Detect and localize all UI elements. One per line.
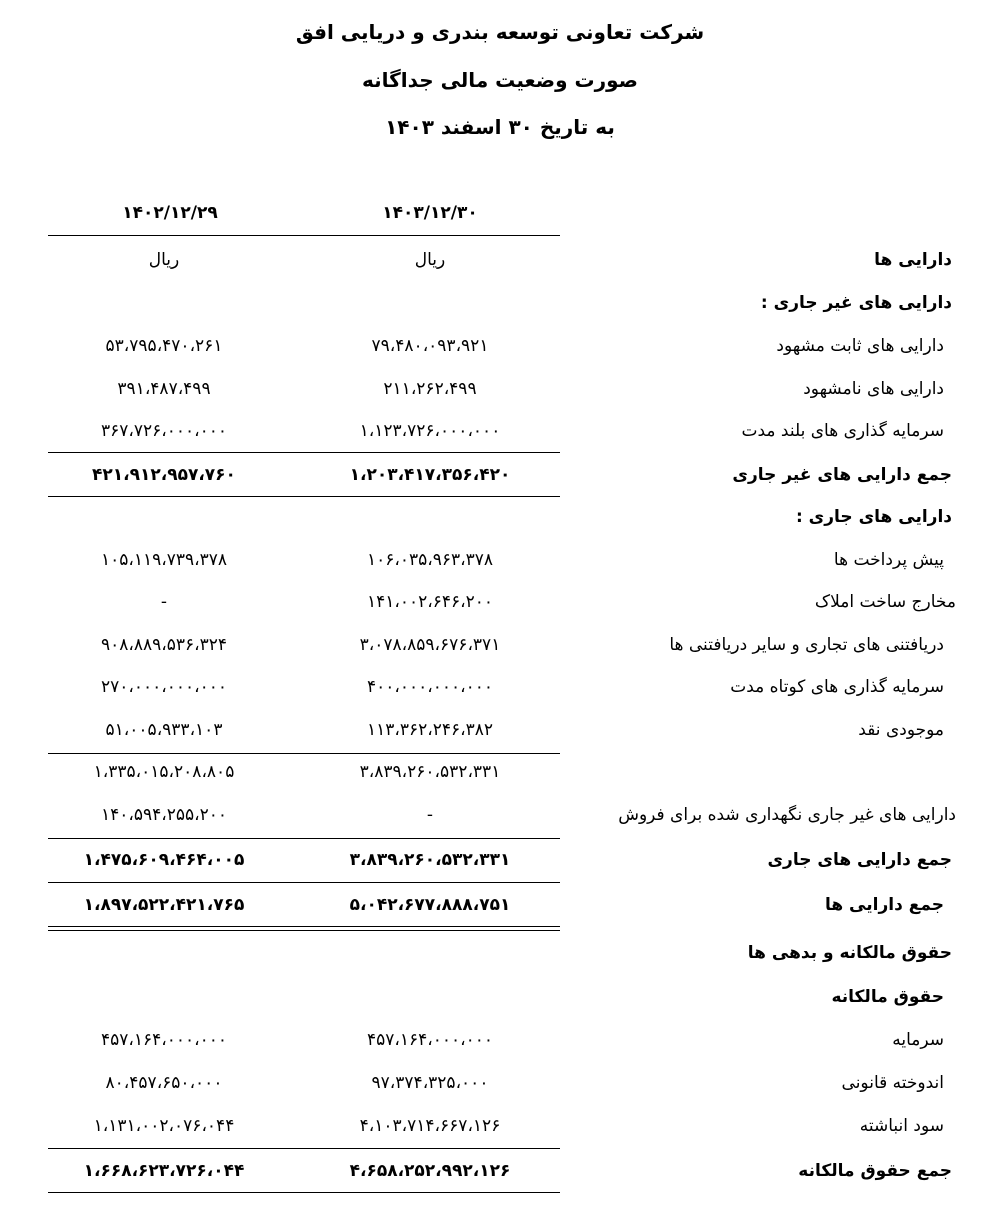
row-value-current: ۱۱۳،۳۶۲،۲۴۶،۳۸۲ <box>366 720 494 740</box>
row-value-prior <box>44 933 284 973</box>
row-value-prior: ۱،۶۶۸،۶۲۳،۷۲۶،۰۴۴ <box>83 1161 245 1181</box>
table-row <box>0 411 1000 451</box>
statement-date: به تاریخ ۳۰ اسفند ۱۴۰۳ <box>385 115 615 139</box>
table-row <box>0 752 1000 792</box>
row-label: دارایی های غیر جاری : <box>760 293 952 313</box>
table-row <box>0 795 1000 835</box>
table-row <box>0 667 1000 707</box>
row-value-prior: ۵۱،۰۰۵،۹۳۳،۱۰۳ <box>105 720 223 740</box>
table-row <box>0 1063 1000 1103</box>
table-row <box>0 1151 1000 1191</box>
row-value-current <box>310 497 550 537</box>
row-value-prior: ۱،۸۹۷،۵۲۲،۴۲۱،۷۶۵ <box>83 895 245 915</box>
row-label: حقوق مالکانه و بدهی ها <box>747 943 952 963</box>
rule-total-assets-double <box>48 926 560 931</box>
row-label: حقوق مالکانه <box>831 987 944 1007</box>
row-value-prior: - <box>160 592 168 612</box>
row-label: سود انباشته <box>859 1116 944 1136</box>
row-value-prior: ۱،۱۳۱،۰۰۲،۰۷۶،۰۴۴ <box>93 1116 235 1136</box>
table-row <box>0 977 1000 1017</box>
statement-title: صورت وضعیت مالی جداگانه <box>362 68 638 92</box>
row-value-current: ۴،۶۵۸،۲۵۲،۹۹۲،۱۲۶ <box>349 1161 511 1181</box>
table-row <box>0 710 1000 750</box>
table-row <box>0 885 1000 925</box>
row-value-prior: ۱،۳۳۵،۰۱۵،۲۰۸،۸۰۵ <box>93 762 235 782</box>
row-label: سرمایه گذاری های کوتاه مدت <box>730 677 944 697</box>
row-value-current: ۳،۰۷۸،۸۵۹،۶۷۶،۳۷۱ <box>359 635 501 655</box>
row-value-current: ۴،۱۰۳،۷۱۴،۶۶۷،۱۲۶ <box>359 1116 501 1136</box>
row-value-prior <box>44 977 284 1017</box>
row-value-current: ۴۰۰،۰۰۰،۰۰۰،۰۰۰ <box>366 677 494 697</box>
row-label: اندوخته قانونی <box>841 1073 944 1093</box>
row-label: دارایی های جاری : <box>795 507 952 527</box>
row-value-current: ۴۵۷،۱۶۴،۰۰۰،۰۰۰ <box>366 1030 494 1050</box>
table-row <box>0 1020 1000 1060</box>
row-value-prior: ۳۶۷،۷۲۶،۰۰۰،۰۰۰ <box>100 421 228 441</box>
row-value-current <box>310 977 550 1017</box>
row-label: پیش پرداخت ها <box>833 550 944 570</box>
row-value-current: ۳،۸۳۹،۲۶۰،۵۳۲،۳۳۱ <box>349 850 511 870</box>
rule-current-total-bottom <box>48 882 560 883</box>
row-label: دارایی های نامشهود <box>803 379 944 399</box>
row-value-prior: ۲۷۰،۰۰۰،۰۰۰،۰۰۰ <box>100 677 228 697</box>
row-label: جمع دارایی های غیر جاری <box>732 465 952 485</box>
row-label: دارایی ها <box>874 250 952 270</box>
header-rule <box>48 235 560 236</box>
row-value-prior: ۴۲۱،۹۱۲،۹۵۷،۷۶۰ <box>92 465 236 485</box>
row-value-prior <box>44 283 284 323</box>
row-label: جمع دارایی های جاری <box>767 850 952 870</box>
row-value-current: ۱،۱۲۳،۷۲۶،۰۰۰،۰۰۰ <box>359 421 501 441</box>
row-label: جمع حقوق مالکانه <box>798 1161 952 1181</box>
table-row <box>0 840 1000 880</box>
row-label: جمع دارایی ها <box>824 895 944 915</box>
rule-noncurrent-total-top <box>48 452 560 453</box>
row-value-current: ۱۰۶،۰۳۵،۹۶۳،۳۷۸ <box>366 550 494 570</box>
row-value-prior: ۱،۴۷۵،۶۰۹،۴۶۴،۰۰۵ <box>83 850 245 870</box>
row-value-prior: ریال <box>148 250 180 270</box>
row-label: موجودی نقد <box>858 720 944 740</box>
row-value-current <box>310 933 550 973</box>
table-row <box>0 933 1000 973</box>
table-row <box>0 540 1000 580</box>
row-value-current: ۹۷،۳۷۴،۳۲۵،۰۰۰ <box>371 1073 489 1093</box>
company-name: شرکت تعاونی توسعه بندری و دریایی افق <box>295 20 705 44</box>
row-value-prior: ۹۰۸،۸۸۹،۵۳۶،۳۲۴ <box>100 635 228 655</box>
column-header-current: ۱۴۰۳/۱۲/۳۰ <box>382 203 478 223</box>
rule-equity-total-bottom <box>48 1192 560 1193</box>
row-value-current: ۳،۸۳۹،۲۶۰،۵۳۲،۳۳۱ <box>359 762 501 782</box>
row-value-current <box>310 283 550 323</box>
row-value-current: ۵،۰۴۲،۶۷۷،۸۸۸،۷۵۱ <box>349 895 511 915</box>
table-row <box>0 497 1000 537</box>
rule-equity-total-top <box>48 1148 560 1149</box>
row-label: مخارج ساخت املاک <box>814 592 956 612</box>
row-value-current: - <box>426 805 434 825</box>
row-value-current: ۷۹،۴۸۰،۰۹۳،۹۲۱ <box>371 336 489 356</box>
row-label: دارایی های ثابت مشهود <box>776 336 944 356</box>
row-value-prior: ۱۰۵،۱۱۹،۷۳۹،۳۷۸ <box>100 550 228 570</box>
table-row <box>0 283 1000 323</box>
row-value-prior: ۱۴۰،۵۹۴،۲۵۵،۲۰۰ <box>100 805 228 825</box>
row-label: سرمایه گذاری های بلند مدت <box>741 421 944 441</box>
row-label: سرمایه <box>892 1030 944 1050</box>
row-value-prior: ۴۵۷،۱۶۴،۰۰۰،۰۰۰ <box>100 1030 228 1050</box>
row-value-prior: ۳۹۱،۴۸۷،۴۹۹ <box>117 379 211 399</box>
table-row <box>0 240 1000 280</box>
rule-current-total-top <box>48 838 560 839</box>
table-row <box>0 369 1000 409</box>
table-row <box>0 1106 1000 1146</box>
table-row <box>0 455 1000 495</box>
row-value-prior: ۸۰،۴۵۷،۶۵۰،۰۰۰ <box>105 1073 223 1093</box>
row-value-current: ۱،۲۰۳،۴۱۷،۳۵۶،۴۲۰ <box>349 465 511 485</box>
table-row <box>0 582 1000 622</box>
row-value-current: ریال <box>414 250 446 270</box>
column-header-prior: ۱۴۰۲/۱۲/۲۹ <box>122 203 218 223</box>
row-label: دارایی های غیر جاری نگهداری شده برای فروش <box>618 805 956 825</box>
table-row <box>0 625 1000 665</box>
table-row <box>0 326 1000 366</box>
row-value-prior <box>44 497 284 537</box>
row-value-current: ۱۴۱،۰۰۲،۶۴۶،۲۰۰ <box>366 592 494 612</box>
row-value-current: ۲۱۱،۲۶۲،۴۹۹ <box>383 379 477 399</box>
row-value-prior: ۵۳،۷۹۵،۴۷۰،۲۶۱ <box>105 336 223 356</box>
row-label: دریافتنی های تجاری و سایر دریافتنی ها <box>669 635 944 655</box>
